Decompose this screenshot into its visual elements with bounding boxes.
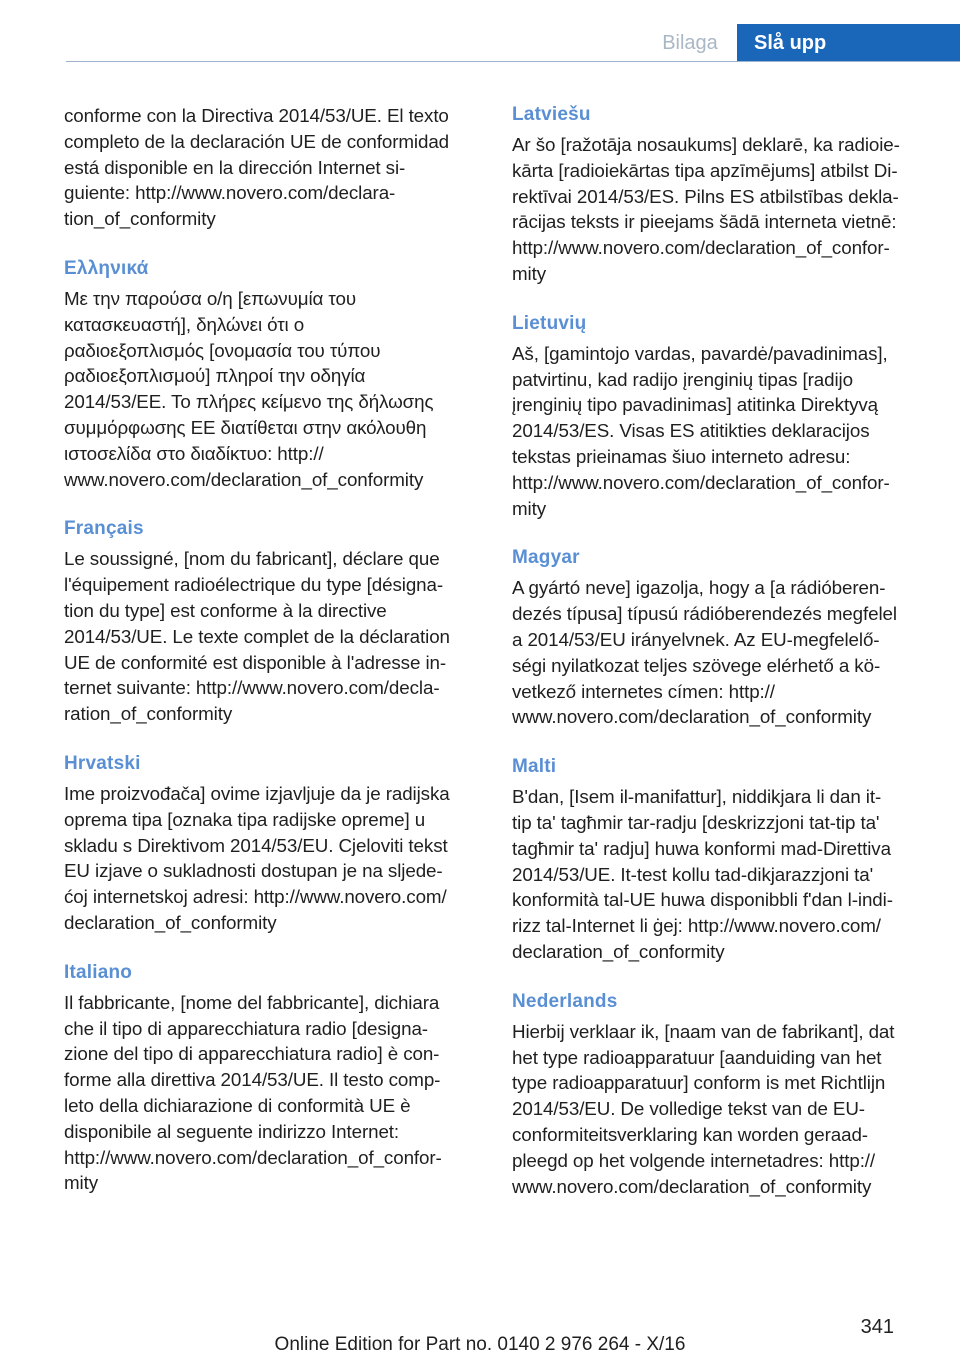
section-paragraph: Aš, [gamintojo vardas, pavardė/pavadinimas], patvirtinu, kad radijo įrenginių tipas [radijo įrenginių tipo pavadinimas] atitinka Direktyvą 2014/53/ES. Visas ES atitikties deklaracijos tekstas prieinamas šiuo interneto adresu: http://www.novero.com/declaration_of_confor- mity bbox=[512, 342, 890, 519]
left-column bbox=[64, 103, 482, 1221]
tab-lookup[interactable]: Slå upp bbox=[737, 24, 960, 62]
section-hungarian bbox=[512, 546, 930, 730]
tab-appendix[interactable]: Bilaga bbox=[662, 32, 718, 54]
section-lithuanian bbox=[512, 312, 930, 522]
section-heading: Hrvatski bbox=[64, 752, 141, 774]
section-heading: Ελληνικά bbox=[64, 257, 149, 279]
section-paragraph: Il fabbricante, [nome del fabbricante], dichiara che il tipo di apparecchiatura radio [designa- zione del tipo di apparecchiatura radio] è con- forme alla direttiva 2014/53/UE. Il testo comp- leto della dichiarazione di conformità UE è disponibile al seguente indirizzo Internet: http://www.novero.com/declaration_of_confor- mity bbox=[64, 991, 442, 1194]
intro-paragraph: conforme con la Directiva 2014/53/UE. El texto completo de la declaración UE de conformidad está disponible en la dirección Internet si- guiente: http://www.novero.com/declara- tion_of_conformity bbox=[64, 105, 450, 230]
footer-edition: Online Edition for Part no. 0140 2 976 264 - X/16 bbox=[274, 1334, 686, 1355]
section-paragraph: Ime proizvođača] ovime izjavljuje da je radijska oprema tipa [oznaka tipa radijske opreme] u skladu s Direktivom 2014/53/EU. Cjeloviti tekst EU izjave o sukladnosti dostupan je na sljede- ćoj internetskoj adresi: http://www.novero.com/ declaration_of_conformity bbox=[64, 782, 450, 933]
section-paragraph: Με την παρούσα ο/η [επωνυμία του κατασκευαστή], δηλώνει ότι ο ραδιοεξοπλισμός [ονομασία του τύπου ραδιοεξοπλισμού] πληροί την οδηγία 2014/53/ΕΕ. Το πλήρες κείμενο της δήλωσης συμμόρφωσης ΕΕ διατίθεται στην ακόλουθη ιστοσελίδα στο διαδίκτυο: http:// www.novero.com/declaration_of_conformity bbox=[64, 287, 434, 490]
section-italian bbox=[64, 961, 482, 1196]
section-heading: Malti bbox=[512, 756, 557, 778]
section-heading: Français bbox=[64, 518, 144, 540]
section-paragraph: Le soussigné, [nom du fabricant], déclare que l'équipement radioélectrique du type [désigna- tion du type] est conforme à la directive 2014/53/UE. Le texte complet de la déclaration UE de conformité est disponible à l'adresse in- ternet suivante: http://www.novero.com/decla- ration_of_conformity bbox=[64, 548, 450, 725]
section-heading: Lietuvių bbox=[512, 312, 587, 334]
header-divider bbox=[66, 61, 960, 62]
page-number: 341 bbox=[860, 1316, 894, 1338]
section-french bbox=[64, 517, 482, 727]
section-greek bbox=[64, 257, 482, 492]
section-heading: Nederlands bbox=[512, 990, 618, 1012]
page-header bbox=[0, 0, 960, 62]
section-heading: Latviešu bbox=[512, 104, 591, 125]
section-dutch bbox=[512, 990, 930, 1200]
section-paragraph: A gyártó neve] igazolja, hogy a [a rádióberen- dezés típusa] típusú rádióberendezés megfelel a 2014/53/EU irányelvnek. Az EU-megfelelő- ségi nyilatkozat teljes szövege elérhető a kö- vetkező internetes címen: http:// www.novero.com/declaration_of_conformity bbox=[512, 577, 897, 728]
section-paragraph: Hierbij verklaar ik, [naam van de fabrikant], dat het type radioapparatuur [aanduiding van het type radioapparatuur] conform is met Richtlijn 2014/53/EU. De volledige tekst van de EU- conformiteitsverklaring kan worden geraad- pleegd op het volgende internetadres: http:// www.novero.com/declaration_of_conformity bbox=[512, 1020, 895, 1197]
section-heading: Magyar bbox=[512, 547, 580, 569]
section-paragraph: Ar šo [ražotāja nosaukums] deklarē, ka radioie- kārta [radioiekārtas tipa apzīmējums] atbilst Di- rektīvai 2014/53/ES. Pilns ES atbilstības dekla- rācijas teksts ir pieejams šādā interneta vietnē: http://www.novero.com/declaration_of_confor- mity bbox=[512, 134, 900, 284]
section-latvian bbox=[512, 103, 930, 287]
section-croatian bbox=[64, 752, 482, 936]
right-column bbox=[512, 103, 930, 1224]
intro-section bbox=[64, 103, 482, 232]
section-paragraph: B'dan, [Isem il-manifattur], niddikjara li dan it- tip ta' tagħmir tar-radju [deskrizzjoni tat-tip ta' tagħmir ta' radju] huwa konformi mad-Direttiva 2014/53/UE. It-test kollu tad-dikjarazzjoni ta' konformità tal-UE huwa disponibbli f'dan l-indi- rizz tal-Internet li ġej: http://www.novero.com/ declaration_of_conformity bbox=[512, 786, 893, 962]
section-maltese bbox=[512, 755, 930, 965]
section-heading: Italiano bbox=[64, 961, 133, 983]
